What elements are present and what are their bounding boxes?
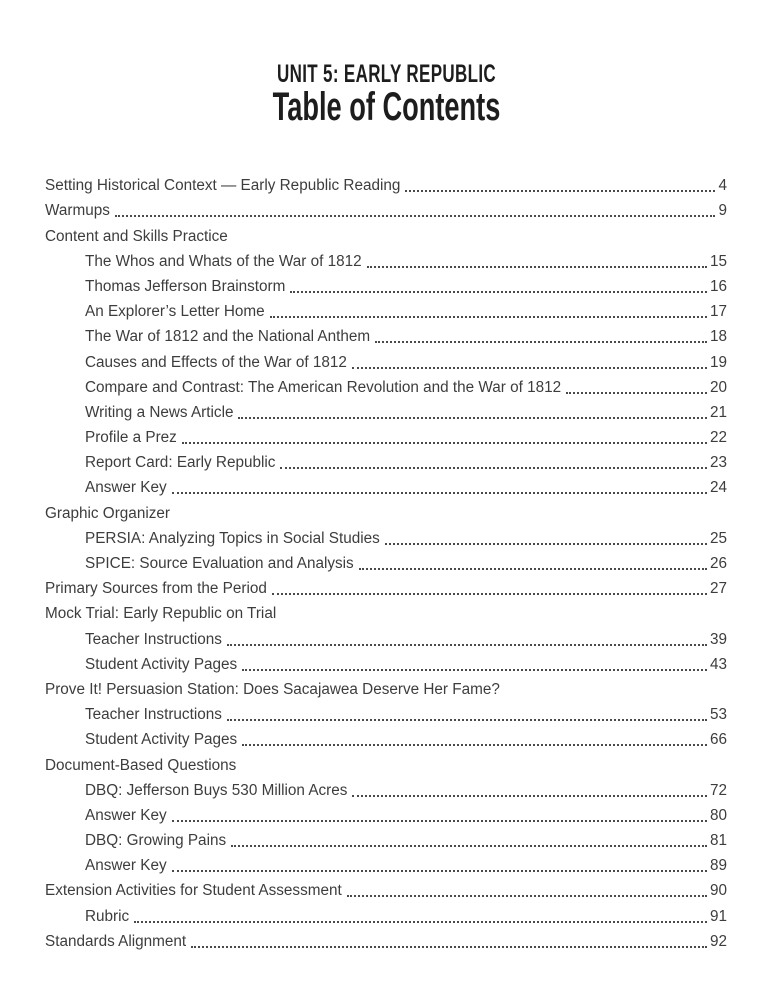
toc-entry-label: Teacher Instructions — [85, 630, 222, 648]
toc-entry-label: Student Activity Pages — [85, 731, 238, 749]
dot-leader — [238, 417, 707, 419]
toc-entry — [45, 825, 727, 850]
toc-list — [45, 170, 727, 951]
toc-entry — [45, 573, 727, 598]
toc-entry-label: DBQ: Jefferson Buys 530 Million Acres — [85, 781, 348, 799]
toc-entry-label: Causes and Effects of the War of 1812 — [85, 353, 347, 371]
toc-entry-page: 66 — [709, 731, 727, 749]
toc-entry — [45, 724, 727, 749]
toc-entry-page: 72 — [709, 781, 727, 799]
toc-entry-label: Rubric — [85, 907, 130, 925]
toc-entry-label: Content and Skills Practice — [45, 227, 228, 245]
toc-entry-label: SPICE: Source Evaluation and Analysis — [85, 555, 354, 572]
doc-header — [0, 62, 773, 127]
toc-entry-page: 9 — [718, 202, 727, 220]
toc-entry-page: 80 — [709, 806, 727, 824]
dot-leader — [270, 316, 707, 318]
toc-entry-label: Setting Historical Context — Early Republic Reading — [45, 177, 401, 195]
toc-entry-page: 23 — [709, 454, 727, 472]
toc-section-header — [45, 749, 727, 774]
toc-entry — [45, 900, 727, 925]
toc-entry-page: 89 — [709, 857, 727, 875]
dot-leader — [347, 895, 707, 897]
toc-entry-page: 26 — [709, 555, 727, 572]
toc-entry-page: 90 — [709, 882, 727, 900]
toc-entry-page: 43 — [709, 655, 727, 673]
toc-section-header — [45, 674, 727, 699]
toc-entry-label: Thomas Jefferson Brainstorm — [85, 277, 286, 295]
toc-entry-label: Compare and Contrast: The American Revolution and the War of 1812 — [85, 378, 562, 396]
toc-entry-label: Teacher Instructions — [85, 706, 222, 724]
toc-entry-label: Answer Key — [85, 806, 167, 824]
toc-entry-page: 20 — [709, 378, 727, 396]
toc-entry-label: DBQ: Growing Pains — [85, 832, 227, 850]
toc-entry-label: An Explorer’s Letter Home — [85, 303, 265, 321]
toc-entry-label: Document-Based Questions — [45, 756, 237, 774]
dot-leader — [352, 795, 707, 797]
dot-leader — [182, 442, 707, 444]
dot-leader — [352, 367, 707, 369]
toc-entry-page: 24 — [709, 479, 727, 497]
toc-entry — [45, 372, 727, 397]
dot-leader — [375, 341, 707, 343]
toc-entry — [45, 397, 727, 422]
toc-entry — [45, 346, 727, 371]
toc-entry-page: 15 — [709, 252, 727, 270]
toc-entry — [45, 472, 727, 497]
dot-leader — [227, 644, 707, 646]
dot-leader — [385, 543, 707, 545]
toc-entry — [45, 195, 727, 220]
toc-entry-page: 53 — [709, 706, 727, 724]
toc-entry-label: Report Card: Early Republic — [85, 454, 276, 472]
toc-entry — [45, 649, 727, 674]
dot-leader — [566, 392, 707, 394]
dot-leader — [242, 669, 707, 671]
toc-section-header — [45, 598, 727, 623]
toc-entry-page: 81 — [709, 832, 727, 850]
dot-leader — [280, 467, 707, 469]
toc-entry-label: Standards Alignment — [45, 932, 187, 950]
toc-entry-label: PERSIA: Analyzing Topics in Social Studies — [85, 529, 380, 547]
toc-entry — [45, 800, 727, 825]
dot-leader — [272, 593, 707, 595]
toc-entry-page: 19 — [709, 353, 727, 371]
unit-kicker: UNIT 5: EARLY REPUBLIC — [276, 60, 497, 88]
dot-leader — [191, 946, 707, 948]
toc-entry-label: Student Activity Pages — [85, 655, 238, 673]
toc-entry-label: Answer Key — [85, 857, 167, 875]
toc-entry — [45, 321, 727, 346]
toc-entry — [45, 447, 727, 472]
toc-entry-page: 16 — [709, 277, 727, 295]
dot-leader — [115, 215, 716, 217]
toc-entry — [45, 170, 727, 195]
toc-entry-page: 18 — [709, 328, 727, 346]
toc-entry — [45, 422, 727, 447]
toc-entry-label: Warmups — [45, 202, 110, 220]
toc-entry-page: 4 — [718, 177, 727, 195]
toc-entry — [45, 775, 727, 800]
dot-leader — [227, 719, 707, 721]
toc-entry — [45, 548, 727, 573]
toc-entry-page: 21 — [709, 403, 727, 421]
dot-leader — [242, 744, 707, 746]
dot-leader — [172, 492, 707, 494]
toc-entry-page: 17 — [709, 303, 727, 321]
page-title: Table of Contents — [272, 85, 501, 129]
toc-entry-page: 91 — [709, 907, 727, 925]
toc-entry — [45, 523, 727, 548]
toc-section-header — [45, 497, 727, 522]
toc-entry — [45, 623, 727, 648]
toc-entry — [45, 296, 727, 321]
toc-entry-label: The Whos and Whats of the War of 1812 — [85, 252, 362, 270]
dot-leader — [172, 870, 707, 872]
dot-leader — [367, 266, 707, 268]
toc-entry-page: 27 — [709, 580, 727, 598]
dot-leader — [405, 190, 715, 192]
toc-entry-label: Writing a News Article — [85, 403, 234, 421]
toc-entry-page: 25 — [709, 529, 727, 547]
dot-leader — [231, 845, 707, 847]
dot-leader — [134, 921, 707, 923]
toc-entry-label: The War of 1812 and the National Anthem — [85, 328, 371, 346]
toc-entry — [45, 271, 727, 296]
toc-section-header — [45, 220, 727, 245]
dot-leader — [359, 568, 707, 570]
toc-entry-label: Primary Sources from the Period — [45, 580, 267, 598]
dot-leader — [290, 291, 707, 293]
toc-entry-page: 22 — [709, 429, 727, 447]
toc-entry-page: 39 — [709, 630, 727, 648]
toc-entry — [45, 850, 727, 875]
toc-entry-label: Extension Activities for Student Assessment — [45, 882, 342, 900]
toc-entry-label: Mock Trial: Early Republic on Trial — [45, 605, 277, 623]
toc-entry-label: Graphic Organizer — [45, 504, 170, 522]
toc-entry-page: 92 — [709, 932, 727, 950]
toc-entry — [45, 926, 727, 951]
toc-entry — [45, 875, 727, 900]
toc-entry — [45, 246, 727, 271]
toc-entry — [45, 699, 727, 724]
toc-entry-label: Profile a Prez — [85, 429, 177, 447]
dot-leader — [172, 820, 707, 822]
toc-entry-label: Prove It! Persuasion Station: Does Sacajawea Deserve Her Fame? — [45, 680, 500, 698]
toc-entry-label: Answer Key — [85, 479, 167, 497]
